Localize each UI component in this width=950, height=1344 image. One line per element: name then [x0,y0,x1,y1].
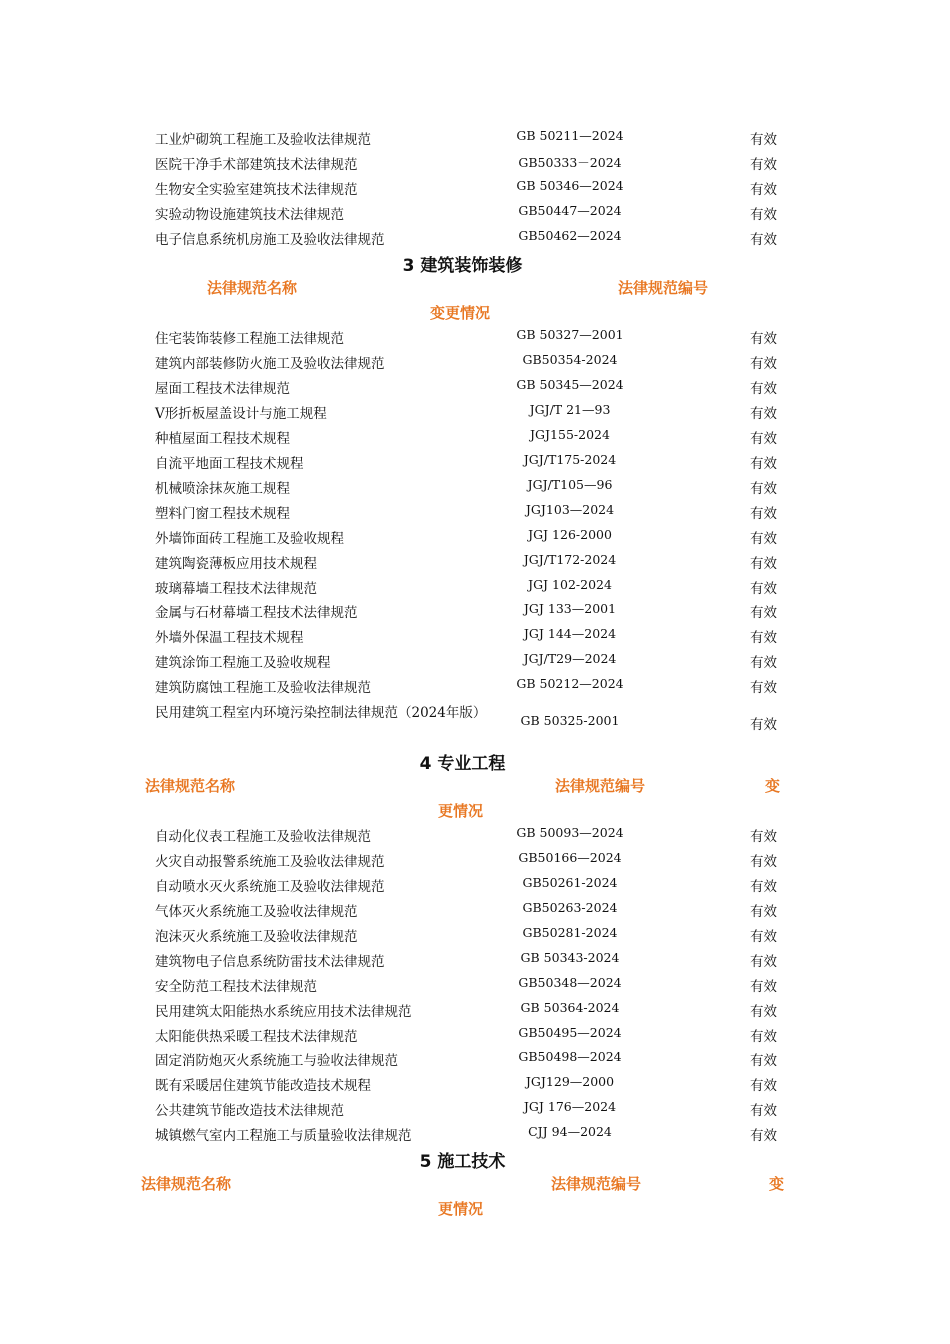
column-header-code: 法律规范编号 [618,279,709,297]
column-header-change-end: 更情况 [438,1200,484,1218]
standard-name: 建筑陶瓷薄板应用技术规程 [155,556,317,572]
table-row [0,402,950,426]
table-row [0,427,950,451]
standard-status: 有效 [750,605,777,621]
standard-name: 固定消防炮灭火系统施工与验收法律规范 [155,1053,398,1069]
standard-code: GB 50327—2001 [516,327,624,342]
standard-name: 火灾自动报警系统施工及验收法律规范 [155,854,385,870]
standard-name: 塑料门窗工程技术规程 [155,506,290,522]
standard-name: 建筑涂饰工程施工及验收规程 [155,655,331,671]
standard-code: JGJ 144—2024 [523,626,617,641]
standard-status: 有效 [750,331,777,347]
table-row [0,502,950,526]
standard-status: 有效 [750,979,777,995]
standard-status: 有效 [750,954,777,970]
standard-status: 有效 [750,680,777,696]
table-row [0,875,950,899]
standard-name: 电子信息系统机房施工及验收法律规范 [155,232,385,248]
standard-status: 有效 [750,1078,777,1094]
standard-name: 既有采暖居住建筑节能改造技术规程 [155,1078,371,1094]
table-row [0,1049,950,1073]
column-header-name: 法律规范名称 [145,777,236,795]
table-row [0,900,950,924]
column-header-change-start: 变 [765,777,781,795]
standard-status: 有效 [750,456,777,472]
standard-status: 有效 [750,481,777,497]
standard-code: GB 50345—2024 [516,377,624,392]
standard-name: 自动喷水灭火系统施工及验收法律规范 [155,879,385,895]
standard-code: JGJ/T 21—93 [529,402,611,417]
column-header-change: 变更情况 [430,304,491,322]
table-row [0,701,950,749]
table-row [0,527,950,551]
standard-status: 有效 [750,556,777,572]
standard-name: 金属与石材幕墙工程技术法律规范 [155,605,358,621]
standard-name: 安全防范工程技术法律规范 [155,979,317,995]
standard-code: GB50354-2024 [522,352,618,367]
section-title: 5 施工技术 [419,1152,506,1172]
standard-status: 有效 [750,829,777,845]
standard-name: 城镇燃气室内工程施工与质量验收法律规范 [155,1128,412,1144]
standard-status: 有效 [750,1004,777,1020]
standard-code: GB50447—2024 [518,203,622,218]
standard-code: JGJ129—2000 [525,1074,615,1089]
standard-code: GB50498—2024 [518,1049,622,1064]
column-header-name: 法律规范名称 [207,279,298,297]
standard-name: 工业炉砌筑工程施工及验收法律规范 [155,132,371,148]
standard-status: 有效 [750,1103,777,1119]
table-row [0,203,950,227]
table-row [0,1025,950,1049]
column-header-code: 法律规范编号 [551,1175,642,1193]
standard-status: 有效 [750,1029,777,1045]
standard-code: GB 50212—2024 [516,676,624,691]
standard-name: 民用建筑太阳能热水系统应用技术法律规范 [155,1004,412,1020]
standard-code: GB50333－2024 [518,155,622,170]
standard-code: JGJ 102-2024 [528,577,612,592]
standard-code: GB 50364-2024 [520,1000,620,1015]
standard-code: GB 50346—2024 [516,178,624,193]
standard-status: 有效 [750,406,777,422]
section-title: 3 建筑装饰装修 [402,256,523,276]
table-row [0,1000,950,1024]
table-row [0,626,950,650]
standard-status: 有效 [750,356,777,372]
standard-name: 泡沫灭火系统施工及验收法律规范 [155,929,358,945]
standard-name: 建筑内部装修防火施工及验收法律规范 [155,356,385,372]
table-row [0,975,950,999]
standard-name: 自动化仪表工程施工及验收法律规范 [155,829,371,845]
standard-name: 种植屋面工程技术规程 [155,431,290,447]
column-header-code: 法律规范编号 [555,777,646,795]
standard-status: 有效 [750,630,777,646]
table-row [0,178,950,202]
table-row [0,651,950,675]
standard-code: JGJ/T175-2024 [523,452,617,467]
standard-code: GB 50093—2024 [516,825,624,840]
column-header-name: 法律规范名称 [141,1175,232,1193]
column-header-change-end: 更情况 [438,802,484,820]
standard-code: GB 50211—2024 [516,128,624,143]
standard-code: JGJ/T29—2024 [523,651,617,666]
table-row [0,577,950,601]
standard-code: GB 50343-2024 [520,950,620,965]
standard-code: GB50495—2024 [518,1025,622,1040]
standard-status: 有效 [750,1128,777,1144]
standard-code: JGJ/T105—96 [527,477,613,492]
standard-name: 太阳能供热采暖工程技术法律规范 [155,1029,358,1045]
standard-code: JGJ 176—2024 [523,1099,617,1114]
standard-status: 有效 [750,854,777,870]
standard-name: 机械喷涂抹灰施工规程 [155,481,290,497]
table-row [0,1099,950,1123]
standard-code: GB 50325-2001 [520,713,620,728]
table-row [0,477,950,501]
standard-code: GB50462—2024 [518,228,622,243]
standard-code: JGJ 126-2000 [528,527,612,542]
column-header-change-start: 变 [769,1175,785,1193]
standard-name: 民用建筑工程室内环境污染控制法律规范（2024年版） [155,705,487,721]
table-row [0,128,950,152]
standard-status: 有效 [750,157,777,173]
standard-status: 有效 [750,581,777,597]
table-row [0,377,950,401]
standard-name: 外墙饰面砖工程施工及验收规程 [155,531,344,547]
standard-code: GB50348—2024 [518,975,622,990]
standard-status: 有效 [750,207,777,223]
standard-name: V形折板屋盖设计与施工规程 [155,406,327,422]
standard-status: 有效 [750,1053,777,1069]
standard-name: 玻璃幕墙工程技术法律规范 [155,581,317,597]
table-row [0,452,950,476]
standard-name: 气体灭火系统施工及验收法律规范 [155,904,358,920]
standard-name: 公共建筑节能改造技术法律规范 [155,1103,344,1119]
table-row [0,352,950,376]
standard-code: JGJ 133—2001 [523,601,617,616]
standard-status: 有效 [750,132,777,148]
standard-status: 有效 [750,904,777,920]
standard-name: 外墙外保温工程技术规程 [155,630,304,646]
standard-name: 生物安全实验室建筑技术法律规范 [155,182,358,198]
section-title: 4 专业工程 [419,754,506,774]
standard-code: CJJ 94—2024 [528,1124,612,1139]
standard-code: GB50261-2024 [522,875,618,890]
standard-name: 医院干净手术部建筑技术法律规范 [155,157,358,173]
standard-status: 有效 [750,655,777,671]
table-row [0,950,950,974]
table-row [0,327,950,351]
standard-status: 有效 [750,381,777,397]
table-row [0,825,950,849]
table-row [0,1074,950,1098]
standard-code: JGJ155-2024 [530,427,610,442]
standard-code: GB50281-2024 [522,925,618,940]
table-row [0,676,950,700]
standard-name: 建筑防腐蚀工程施工及验收法律规范 [155,680,371,696]
standard-status: 有效 [750,431,777,447]
table-row [0,925,950,949]
standard-name: 住宅装饰装修工程施工法律规范 [155,331,344,347]
standard-status: 有效 [750,232,777,248]
standard-status: 有效 [750,182,777,198]
standard-name: 自流平地面工程技术规程 [155,456,304,472]
standard-name: 实验动物设施建筑技术法律规范 [155,207,344,223]
standard-code: GB50263-2024 [522,900,618,915]
standard-code: GB50166—2024 [518,850,622,865]
table-row [0,552,950,576]
table-row [0,228,950,252]
standard-name: 屋面工程技术法律规范 [155,381,290,397]
standard-status: 有效 [750,929,777,945]
standard-status: 有效 [750,879,777,895]
standard-status: 有效 [750,717,777,733]
table-row [0,153,950,177]
table-row [0,850,950,874]
standard-status: 有效 [750,506,777,522]
table-row [0,1124,950,1148]
standard-status: 有效 [750,531,777,547]
table-row [0,601,950,625]
standard-code: JGJ103—2024 [525,502,615,517]
standard-code: JGJ/T172-2024 [523,552,617,567]
standard-name: 建筑物电子信息系统防雷技术法律规范 [155,954,385,970]
